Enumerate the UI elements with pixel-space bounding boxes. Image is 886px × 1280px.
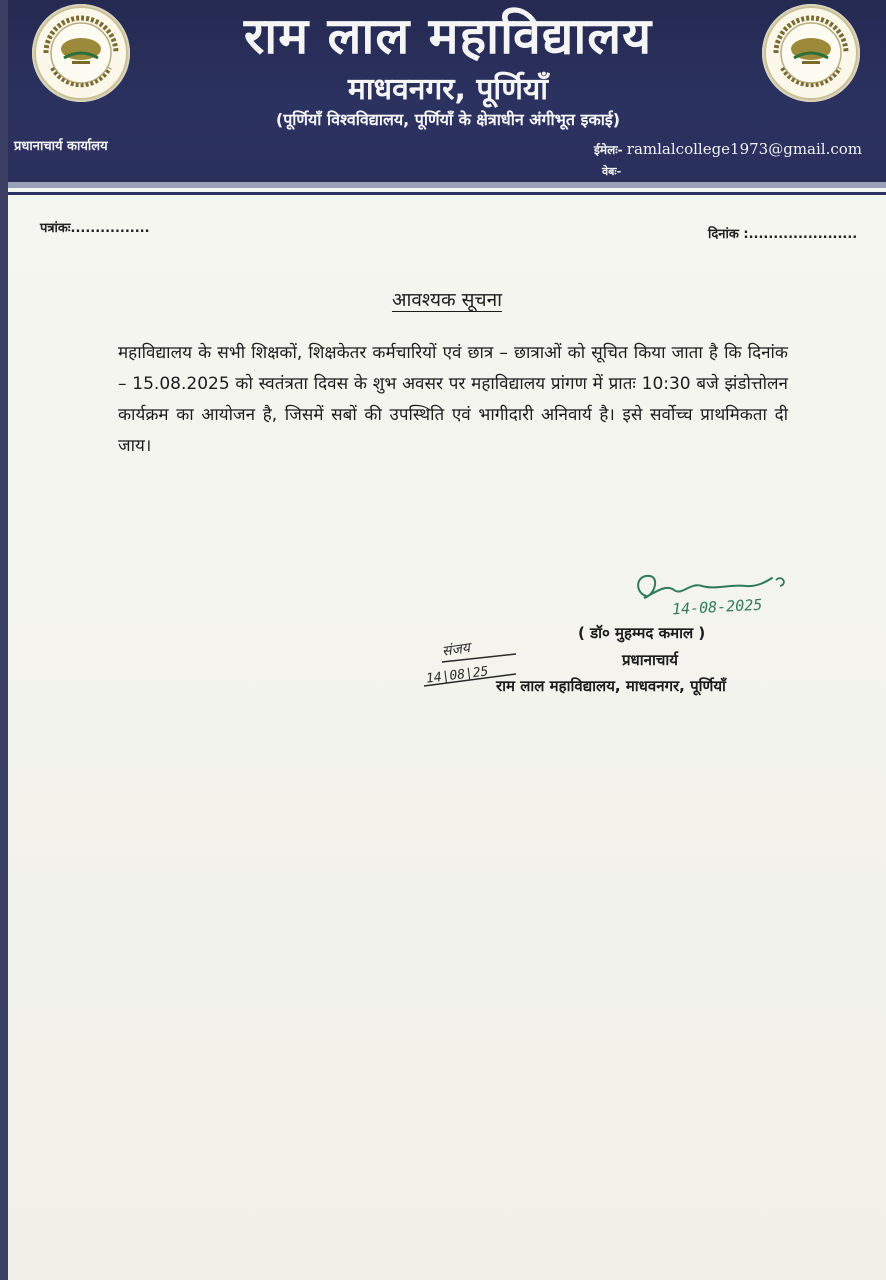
college-affiliation: (पूर्णियाँ विश्वविद्यालय, पूर्णियाँ के क्षेत्राधीन अंगीभूत इकाई) — [275, 110, 621, 129]
letter-sheet — [8, 0, 886, 1280]
reference-label: पत्रांकः — [40, 221, 71, 236]
notice-title: आवश्यक सूचना — [391, 289, 503, 311]
college-place: माधवनगर, पूर्णियाँ — [347, 72, 549, 107]
dispatch-initial-date: 14|08|25 — [425, 664, 490, 687]
letterhead-band — [8, 0, 886, 182]
header-divider-thin — [8, 192, 886, 195]
email-address: ramlalcollege1973@gmail.com — [626, 140, 863, 158]
letter-date — [708, 224, 857, 242]
university-seal-left-icon — [32, 4, 130, 102]
reference-blank: ................ — [70, 221, 150, 236]
office-label: प्रधानाचार्य कार्यालय — [14, 139, 108, 154]
date-label: दिनांक : — [708, 227, 749, 242]
university-seal-right-icon — [762, 4, 860, 102]
signatory-title: प्रधानाचार्य — [622, 651, 678, 669]
notice-body: महाविद्यालय के सभी शिक्षकों, शिक्षकेतर कर्मचारियों एवं छात्र – छात्राओं को सूचित किया जाता है कि दिनांक – 15.08.2025 को स्वतंत्रता दिवस के शुभ अवसर पर महाविद्यालय प्रांगण में प्रातः 10:30 बजे झंडोत्तोलन कार्यक्रम का आयोजन है, जिसमें सबों की उपस्थिति एवं भागीदारी अनिवार्य है। इसे सर्वोच्च प्राथमिकता दी जाय। — [118, 343, 788, 456]
signatory-college: राम लाल महाविद्यालय, माधवनगर, पूर्णियाँ — [496, 677, 726, 695]
date-blank: ...................... — [748, 227, 858, 242]
college-name-heading: राम लाल महाविद्यालय — [243, 7, 653, 65]
reference-number — [40, 218, 150, 236]
web-label: वेबः- — [602, 165, 622, 178]
signature-date: 14-08-2025 — [671, 595, 763, 619]
dispatch-initial-name: संजय — [441, 640, 472, 660]
signatory-name: ( डॉ० मुहम्मद कमाल ) — [578, 624, 706, 642]
email-line — [594, 140, 862, 158]
header-divider — [8, 182, 886, 188]
email-label: ईमेलः- — [594, 143, 623, 157]
